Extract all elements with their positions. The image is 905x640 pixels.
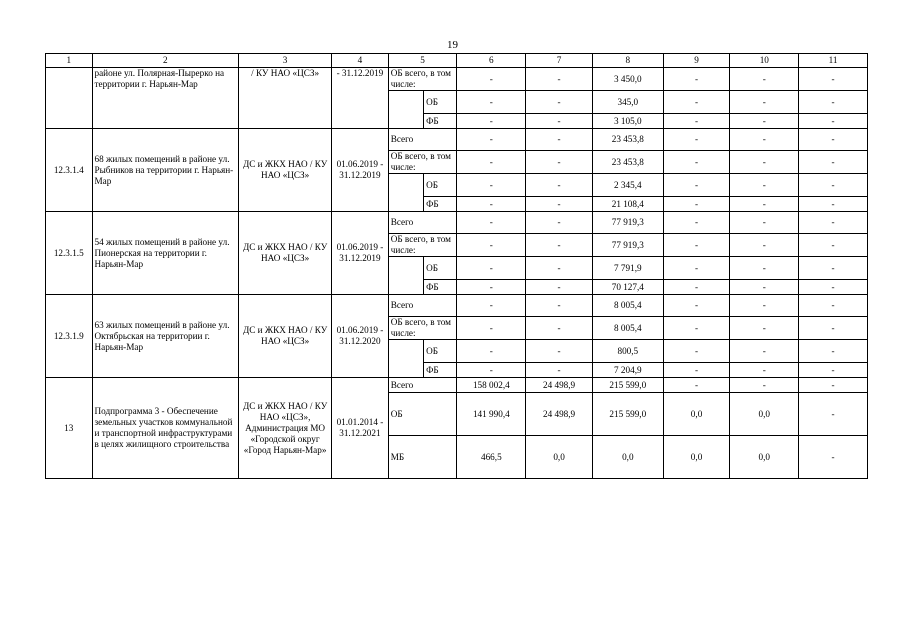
spacer-cell <box>388 91 423 129</box>
value-cell: - <box>799 151 868 174</box>
column-header: 9 <box>663 54 730 68</box>
value-cell: 7 204,9 <box>592 363 663 378</box>
table-row <box>46 68 868 91</box>
code-cell <box>46 68 93 129</box>
value-cell: - <box>799 317 868 340</box>
value-cell: - <box>730 197 799 212</box>
value-cell: 70 127,4 <box>592 280 663 295</box>
value-cell: - <box>663 340 730 363</box>
value-cell: - <box>663 234 730 257</box>
value-cell: - <box>457 129 526 151</box>
value-cell: - <box>663 212 730 234</box>
value-cell: - <box>526 68 593 91</box>
value-cell: - <box>799 91 868 114</box>
financing-table <box>45 53 868 479</box>
value-cell: 0,0 <box>663 436 730 479</box>
value-cell: 7 791,9 <box>592 257 663 280</box>
source-label: ОБ <box>424 91 457 114</box>
value-cell: - <box>730 174 799 197</box>
column-header: 10 <box>730 54 799 68</box>
value-cell: - <box>457 114 526 129</box>
column-header: 1 <box>46 54 93 68</box>
event-name-cell: 68 жилых помещений в районе ул. Рыбников на территории г. Нарьян-Мар <box>92 129 239 212</box>
executor-cell: ДС и ЖКХ НАО / КУ НАО «ЦСЗ» <box>239 212 332 295</box>
value-cell: 0,0 <box>663 393 730 436</box>
value-cell: - <box>663 91 730 114</box>
source-label: ОБ всего, в том числе: <box>388 151 457 174</box>
period-cell: 01.06.2019 - 31.12.2019 <box>332 212 389 295</box>
value-cell: - <box>663 378 730 393</box>
source-label: ОБ всего, в том числе: <box>388 317 457 340</box>
source-label: МБ <box>388 436 457 479</box>
page-number: 19 <box>447 39 458 51</box>
code-cell: 13 <box>46 378 93 479</box>
header-row <box>46 54 868 68</box>
value-cell: - <box>799 295 868 317</box>
value-cell: - <box>526 257 593 280</box>
source-label: ФБ <box>424 363 457 378</box>
value-cell: - <box>457 280 526 295</box>
value-cell: - <box>730 234 799 257</box>
value-cell: - <box>457 340 526 363</box>
value-cell: - <box>730 363 799 378</box>
source-label: ОБ <box>424 257 457 280</box>
value-cell: 215 599,0 <box>592 378 663 393</box>
value-cell: - <box>799 257 868 280</box>
value-cell: - <box>799 114 868 129</box>
table-row <box>46 378 868 393</box>
table-row <box>46 212 868 234</box>
column-header: 8 <box>592 54 663 68</box>
value-cell: - <box>526 340 593 363</box>
code-cell: 12.3.1.5 <box>46 212 93 295</box>
value-cell: - <box>730 280 799 295</box>
value-cell: - <box>799 212 868 234</box>
event-name-cell: районе ул. Полярная-Пырерко на территории г. Нарьян-Мар <box>92 68 239 129</box>
value-cell: - <box>663 363 730 378</box>
value-cell: - <box>457 363 526 378</box>
value-cell: 800,5 <box>592 340 663 363</box>
value-cell: 3 450,0 <box>592 68 663 91</box>
column-header: 6 <box>457 54 526 68</box>
period-cell: 01.06.2019 - 31.12.2020 <box>332 295 389 378</box>
value-cell: 158 002,4 <box>457 378 526 393</box>
value-cell: - <box>730 114 799 129</box>
value-cell: 21 108,4 <box>592 197 663 212</box>
value-cell: 215 599,0 <box>592 393 663 436</box>
value-cell: - <box>799 436 868 479</box>
value-cell: - <box>526 212 593 234</box>
code-cell: 12.3.1.9 <box>46 295 93 378</box>
value-cell: - <box>526 317 593 340</box>
column-header: 2 <box>92 54 239 68</box>
table-row <box>46 295 868 317</box>
value-cell: - <box>730 212 799 234</box>
value-cell: - <box>730 378 799 393</box>
value-cell: - <box>457 295 526 317</box>
value-cell: - <box>799 340 868 363</box>
value-cell: - <box>663 197 730 212</box>
value-cell: - <box>457 212 526 234</box>
event-name-cell: 54 жилых помещений в районе ул. Пионерская на территории г. Нарьян-Мар <box>92 212 239 295</box>
column-header: 3 <box>239 54 332 68</box>
value-cell: - <box>457 151 526 174</box>
value-cell: - <box>457 317 526 340</box>
value-cell: 345,0 <box>592 91 663 114</box>
value-cell: - <box>730 91 799 114</box>
value-cell: 141 990,4 <box>457 393 526 436</box>
code-cell: 12.3.1.4 <box>46 129 93 212</box>
value-cell: - <box>663 129 730 151</box>
event-name-cell: 63 жилых помещений в районе ул. Октябрьская на территории г. Нарьян-Мар <box>92 295 239 378</box>
value-cell: - <box>799 280 868 295</box>
value-cell: - <box>663 257 730 280</box>
event-name-cell: Подпрограмма 3 - Обеспечение земельных участков коммунальной и транспортной инфраструктурами в целях жилищного строительства <box>92 378 239 479</box>
value-cell: - <box>730 129 799 151</box>
value-cell: 3 105,0 <box>592 114 663 129</box>
value-cell: - <box>799 363 868 378</box>
source-label: Всего <box>388 129 457 151</box>
period-cell: 01.01.2014 - 31.12.2021 <box>332 378 389 479</box>
spacer-cell <box>388 257 423 295</box>
value-cell: - <box>526 114 593 129</box>
period-cell: 01.06.2019 - 31.12.2019 <box>332 129 389 212</box>
value-cell: - <box>663 151 730 174</box>
value-cell: - <box>526 363 593 378</box>
value-cell: - <box>457 257 526 280</box>
value-cell: - <box>526 295 593 317</box>
value-cell: - <box>730 317 799 340</box>
source-label: Всего <box>388 378 457 393</box>
value-cell: 23 453,8 <box>592 151 663 174</box>
value-cell: 77 919,3 <box>592 234 663 257</box>
value-cell: - <box>799 68 868 91</box>
executor-cell: ДС и ЖКХ НАО / КУ НАО «ЦСЗ» <box>239 129 332 212</box>
value-cell: - <box>457 174 526 197</box>
spacer-cell <box>388 174 423 212</box>
value-cell: - <box>730 340 799 363</box>
value-cell: - <box>526 174 593 197</box>
executor-cell: / КУ НАО «ЦСЗ» <box>239 68 332 129</box>
value-cell: 77 919,3 <box>592 212 663 234</box>
value-cell: - <box>457 68 526 91</box>
source-label: ФБ <box>424 197 457 212</box>
value-cell: - <box>799 234 868 257</box>
value-cell: - <box>663 280 730 295</box>
value-cell: 0,0 <box>730 436 799 479</box>
value-cell: 0,0 <box>730 393 799 436</box>
value-cell: - <box>730 68 799 91</box>
executor-cell: ДС и ЖКХ НАО / КУ НАО «ЦСЗ» <box>239 295 332 378</box>
value-cell: 0,0 <box>526 436 593 479</box>
value-cell: - <box>526 129 593 151</box>
value-cell: - <box>799 393 868 436</box>
value-cell: 0,0 <box>592 436 663 479</box>
source-label: ОБ <box>388 393 457 436</box>
value-cell: - <box>526 91 593 114</box>
value-cell: - <box>526 280 593 295</box>
value-cell: - <box>799 378 868 393</box>
value-cell: - <box>457 234 526 257</box>
value-cell: - <box>799 197 868 212</box>
value-cell: 24 498,9 <box>526 378 593 393</box>
source-label: ФБ <box>424 280 457 295</box>
spacer-cell <box>388 340 423 378</box>
executor-cell: ДС и ЖКХ НАО / КУ НАО «ЦСЗ», Администрация МО «Городской округ «Город Нарьян-Мар» <box>239 378 332 479</box>
value-cell: - <box>526 234 593 257</box>
value-cell: 24 498,9 <box>526 393 593 436</box>
value-cell: - <box>730 295 799 317</box>
source-label: ОБ всего, в том числе: <box>388 68 457 91</box>
value-cell: 2 345,4 <box>592 174 663 197</box>
source-label: Всего <box>388 212 457 234</box>
source-label: ОБ <box>424 340 457 363</box>
source-label: ФБ <box>424 114 457 129</box>
value-cell: - <box>663 174 730 197</box>
value-cell: - <box>663 68 730 91</box>
value-cell: - <box>663 114 730 129</box>
source-label: ОБ всего, в том числе: <box>388 234 457 257</box>
column-header: 4 <box>332 54 389 68</box>
value-cell: - <box>799 129 868 151</box>
value-cell: - <box>799 174 868 197</box>
value-cell: 23 453,8 <box>592 129 663 151</box>
value-cell: - <box>457 197 526 212</box>
value-cell: - <box>457 91 526 114</box>
column-header: 5 <box>388 54 457 68</box>
source-label: ОБ <box>424 174 457 197</box>
value-cell: - <box>730 151 799 174</box>
value-cell: - <box>663 295 730 317</box>
table-row <box>46 129 868 151</box>
period-cell: - 31.12.2019 <box>332 68 389 129</box>
column-header: 7 <box>526 54 593 68</box>
value-cell: 8 005,4 <box>592 295 663 317</box>
source-label: Всего <box>388 295 457 317</box>
value-cell: 8 005,4 <box>592 317 663 340</box>
value-cell: - <box>663 317 730 340</box>
column-header: 11 <box>799 54 868 68</box>
value-cell: - <box>526 151 593 174</box>
value-cell: - <box>730 257 799 280</box>
value-cell: 466,5 <box>457 436 526 479</box>
value-cell: - <box>526 197 593 212</box>
